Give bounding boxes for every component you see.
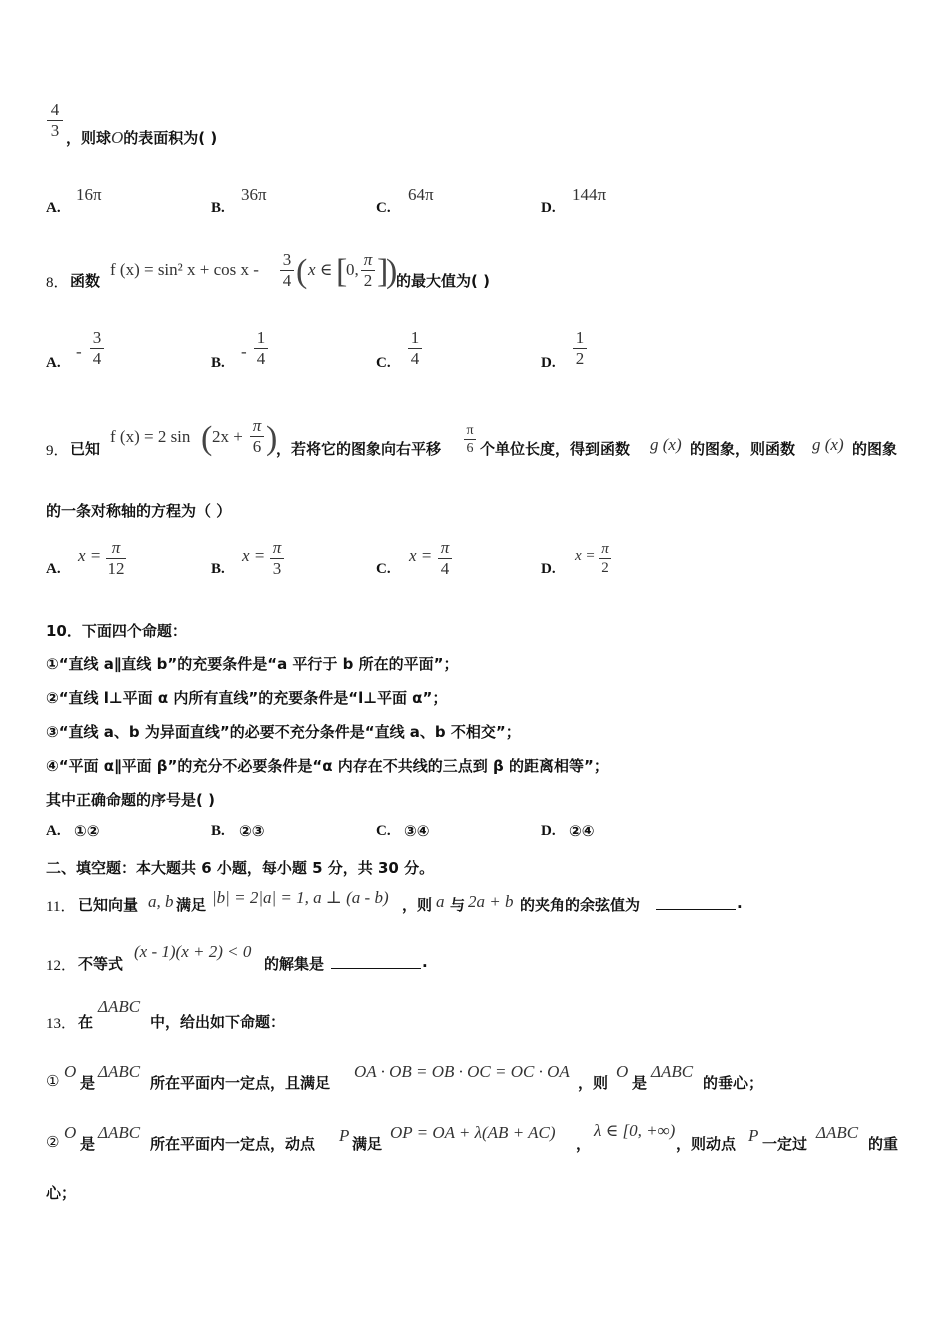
q9-option-a-num: π [111,538,121,557]
q9-option-d-pre: x = [575,548,596,564]
q10-prop-2: ②“直线 l⊥平面 α 内所有直线”的充要条件是“l⊥平面 α”； [46,689,448,707]
q10-prop-3: ③“直线 a、b 为异面直线”的必要不充分条件是“直线 a、b 不相交”； [46,723,521,741]
q8-number: 8． [46,275,69,291]
q7-stem [66,127,217,148]
q13-lead: 在 [78,1013,94,1031]
q9-text1: ，若将它的图象向右平移 [276,440,442,458]
q13-p2-mark: ② [46,1133,60,1151]
q9-g2: g (x) [812,435,844,454]
right-paren-icon: ) [266,420,278,457]
q11-expr: 2a + b [468,892,514,911]
q9-func: f (x) = 2 sin [110,427,191,446]
q9-options [46,538,666,584]
section-heading: 二、填空题：本大题共 6 小题，每小题 5 分，共 30 分。 [46,859,435,877]
q10-option-d-value[interactable]: ②④ [569,822,595,840]
q11-text3: 与 [450,896,466,914]
q13-p1-tri2: ΔABC [651,1062,694,1081]
q9-option-b-pre: x = [242,546,266,565]
q8-option-d-den: 2 [575,349,585,368]
left-paren-icon: ( [201,420,213,457]
q9-option-a-pre: x = [78,546,102,565]
q8-option-d-num: 1 [575,328,585,347]
q7-option-b-value[interactable]: 36π [241,185,267,204]
q13-p2-line2: 心； [46,1184,77,1202]
q9-option-b-den: 3 [272,559,282,578]
q13-p2-P: P [339,1126,350,1145]
q12-expr: (x - 1)(x + 2) < 0 [134,942,252,961]
q8-lead: 函数 [70,272,101,290]
q8-option-c-den: 4 [410,349,420,368]
q9-option-b-num: π [272,538,282,557]
q9-option-d-num: π [601,541,609,557]
q11-text4: 的夹角的余弦值为 [520,896,641,914]
q7-text2: 的表面积为( ) [123,129,218,147]
q10-title: 10．下面四个命题： [46,622,187,640]
q12-end: . [422,953,428,971]
q11-cond: |b| = 2|a| = 1, a ⊥ (a - b) [212,888,389,907]
q8-option-b-den: 4 [256,349,266,368]
q13-p1-t4: 是 [632,1074,648,1092]
q10-option-b-value[interactable]: ②③ [239,822,265,840]
q9-option-b-fraction[interactable] [270,538,284,579]
q7-option-a-label[interactable]: A. [46,200,61,216]
q13-p1-tri: ΔABC [98,1062,141,1081]
q8-option-d-label[interactable]: D. [541,355,556,371]
q8-option-a-label[interactable]: A. [46,355,61,371]
q8-domain-den: 2 [363,271,373,290]
q10-option-b-label[interactable]: B. [211,823,225,839]
q11-stem [46,882,766,916]
q8-option-a-fraction[interactable] [90,328,104,369]
q13-prop2 [46,1121,926,1155]
q11-vars: a, b [148,892,174,911]
q13-p1-t5: 的垂心； [703,1074,764,1092]
q12-stem [46,940,466,974]
q13-p2-P2: P [748,1126,759,1145]
q7-var: O [111,128,124,147]
q8-domain-pre: x ∈ [308,260,333,279]
q8-frac-den: 4 [282,271,292,290]
q8-domain-fraction [361,250,375,291]
q10-option-d-label[interactable]: D. [541,823,556,839]
q11-var-a: a [436,892,445,911]
q10-option-a-label[interactable]: A. [46,823,61,839]
q13-p1-t2: 所在平面内一定点，且满足 [150,1074,331,1092]
q9-option-a-label[interactable]: A. [46,561,61,577]
q9-option-c-pre: x = [409,546,433,565]
q8-option-b-num: 1 [256,328,266,347]
q13-prop1 [46,1060,926,1094]
q11-lead: 已知向量 [78,896,139,914]
q13-p1-t1: 是 [80,1074,96,1092]
q8-option-a-sign: - [76,342,82,361]
q9-option-d-den: 2 [601,560,609,576]
q13-number: 13． [46,1016,77,1032]
q13-stem [46,996,346,1032]
q13-p2-t7: 的重 [868,1135,899,1153]
left-paren-icon: ( [296,253,308,290]
q9-shift-fraction [464,422,476,457]
q8-option-b-sign: - [241,342,247,361]
q11-text2: ，则 [402,896,433,914]
q10-prop-1: ①“直线 a∥直线 b”的充要条件是“a 平行于 b 所在的平面”； [46,655,459,673]
q9-option-a-den: 12 [107,559,125,578]
q13-p1-t3: ，则 [578,1074,609,1092]
q13-p1-O2: O [616,1062,629,1081]
q9-arg-den: 6 [252,437,262,456]
q13-text: 中，给出如下命题： [150,1013,286,1031]
q9-arg-num: π [252,416,262,435]
q9-text3: 的图象，则函数 [690,440,796,458]
q9-shift-den: 6 [466,441,474,456]
q8-option-a-den: 4 [92,349,102,368]
q13-p2-t4: ， [576,1135,592,1153]
q9-option-d-label[interactable]: D. [541,561,556,577]
q7-fraction [47,100,63,141]
q11-end: . [737,894,743,912]
q10-option-c-label[interactable]: C. [376,823,391,839]
q7-options [46,185,666,225]
q7-text: ，则球 [66,129,112,147]
q7-option-c-value[interactable]: 64π [408,185,434,204]
q9-g1: g (x) [650,435,682,454]
q9-arg-fraction [250,416,264,457]
q13-p2-lambda: λ ∈ [0, +∞) [594,1121,676,1140]
q8-tail: 的最大值为( ) [396,272,490,290]
q8-fraction [280,250,294,291]
q9-option-c-label[interactable]: C. [376,561,391,577]
q8-func: f (x) = sin² x + cos x - [110,260,259,279]
q8-domain-lb: 0, [346,260,359,279]
q9-number: 9． [46,443,69,459]
q7-option-d-label[interactable]: D. [541,200,556,216]
q8-option-c-fraction[interactable] [408,328,422,369]
q9-stem [46,414,916,466]
q13-p2-t3: 满足 [352,1135,383,1153]
right-bracket-icon: ] [377,253,389,290]
q8-options [46,328,666,378]
q13-p1-eq: OA · OB = OB · OC = OC · OA [354,1062,570,1081]
q7-option-b-label[interactable]: B. [211,200,225,216]
right-paren-icon: ) [386,253,398,290]
q9-text4: 的图象 [852,440,898,458]
q11-number: 11． [46,899,76,915]
q7-option-a-value[interactable]: 16π [76,185,102,204]
q9-shift-num: π [466,423,474,438]
q8-option-a-num: 3 [92,328,102,347]
q8-stem [46,248,566,298]
q13-p2-tri: ΔABC [98,1123,141,1142]
q13-p2-O: O [64,1123,77,1142]
q13-p1-O: O [64,1062,77,1081]
q9-line2: 的一条对称轴的方程为（ ） [46,502,232,520]
q9-option-c-den: 4 [440,559,450,578]
q8-option-c-num: 1 [410,328,420,347]
q13-p2-t1: 是 [80,1135,96,1153]
q9-option-d-fraction[interactable] [599,540,611,577]
q10-option-a-value[interactable]: ①② [74,822,100,840]
q11-text1: 满足 [176,896,207,914]
q8-frac-num: 3 [282,250,292,269]
q13-p2-t6: 一定过 [762,1135,808,1153]
q8-option-d-fraction[interactable] [573,328,587,369]
q12-answer-blank[interactable] [331,954,421,969]
q10-options [46,822,666,844]
q13-p2-t2: 所在平面内一定点，动点 [150,1135,316,1153]
q8-domain-num: π [363,250,373,269]
q12-number: 12． [46,958,77,974]
q7-frac-den: 3 [50,121,60,140]
q13-p2-tri2: ΔABC [816,1123,859,1142]
q13-tri: ΔABC [98,997,141,1016]
q12-lead: 不等式 [78,955,124,973]
q8-option-c-label[interactable]: C. [376,355,391,371]
q9-option-c-fraction[interactable] [438,538,452,579]
q7-option-c-label[interactable]: C. [376,200,391,216]
q7-frac-num: 4 [50,100,60,119]
q11-answer-blank[interactable] [656,895,736,910]
q10-prop-4: ④“平面 α∥平面 β”的充分不必要条件是“α 内存在不共线的三点到 β 的距离相等”； [46,757,609,775]
q9-option-a-fraction[interactable] [106,538,126,579]
q9-option-b-label[interactable]: B. [211,561,225,577]
q8-option-b-fraction[interactable] [254,328,268,369]
q9-arg-pre: 2x + [212,427,243,446]
q9-option-c-num: π [440,538,450,557]
q10-question: 其中正确命题的序号是( ) [46,791,215,809]
q8-option-b-label[interactable]: B. [211,355,225,371]
q7-option-d-value[interactable]: 144π [572,185,607,204]
q13-p1-mark: ① [46,1072,60,1090]
q10-option-c-value[interactable]: ③④ [404,822,430,840]
q9-text2: 个单位长度，得到函数 [480,440,631,458]
left-bracket-icon: [ [336,253,348,290]
q12-text: 的解集是 [264,955,325,973]
q13-p2-eq: OP = OA + λ(AB + AC) [390,1123,556,1142]
q9-lead: 已知 [70,440,101,458]
q13-p2-t5: ，则动点 [676,1135,737,1153]
